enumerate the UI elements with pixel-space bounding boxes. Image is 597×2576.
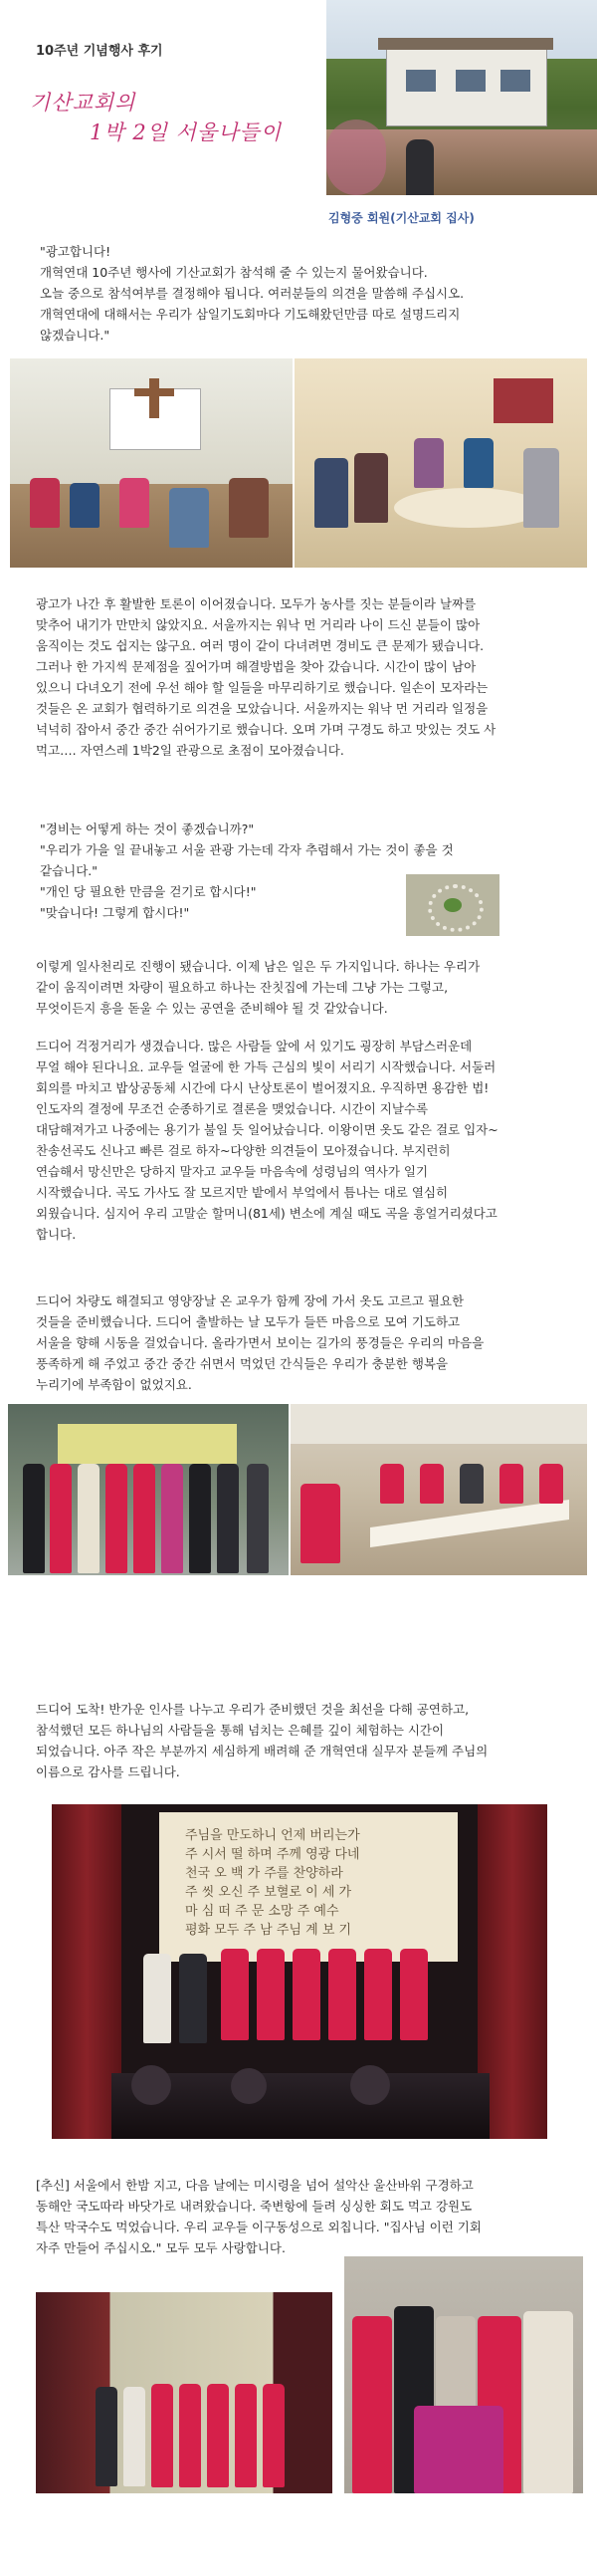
paragraph-discussion: 광고가 나간 후 활발한 토론이 이어졌습니다. 모두가 농사를 짓는 분들이라 날짜를 맞추어 내기가 만만치 않았지요. 서울까지는 워낙 먼 거리라 나이 드신 분들이 많아 움직이는 것도 쉽지는 않구요. 여러 명이 같이 다녀려면 경비도 큰 문제가 됐습니다. 그러나 한 가지씩 문제점을 짚어가며 해결방법을 찾아 갔습니다. 시간이 많이 남아 있으니 다녀오기 전에 우선 해야 할 일들을 마무리하기로 했습니다. 일손이 모자라는 것들은 온 교회가 협력하기로 의견을 모았습니다. 서울까지는 워낙 먼 거리라 일정을 넉넉히 잡아서 중간 중간 쉬어가기로 했습니다. 오며 가며 구경도 하고 맛있는 것도 사 먹고…. 자연스레 1박2일 관광으로 초점이 모아졌습니다. (36, 596, 497, 758)
lyric-line: 주님을 만도하니 언제 버리는가 (185, 1828, 360, 1843)
lyric-line: 평화 모두 주 남 주님 계 보 기 (185, 1923, 352, 1938)
paragraph-postscript: [추신] 서울에서 한밤 지고, 다음 날에는 미시령을 넘어 설악산 울산바위 구경하고 동해안 국도따라 바닷가로 내려왔습니다. 죽변항에 들려 싱싱한 회도 먹고 강원도 특산 막국수도 먹었습니다. 우리 교우들 이구동성으로 외칩니다. "집사님 이런 기회 자주 만들어 주십시오." 모두 모두 사랑합니다. (36, 2178, 482, 2255)
stage-lyrics (185, 1826, 444, 1940)
stage-performance-photo (52, 1804, 547, 2139)
event-tag: 10주년 기념행사 후기 (36, 44, 163, 59)
paragraph-worries: 드디어 걱정거리가 생겼습니다. 많은 사람들 앞에 서 있기도 굉장히 부담스러운데 무얼 해야 된다니요. 교우들 얼굴에 한 가득 근심의 빛이 서리기 시작했습니다. 서둘러 회의를 마치고 밥상공동체 시간에 다시 난상토론이 벌어졌지요. 우직하면 용감한 법! 인도자의 결정에 무조건 순종하기로 결론을 맺었습니다. 시간이 지날수록 대담해져가고 나중에는 용기가 불일 듯 일어났습니다. 이왕이면 옷도 같은 걸로 입자~ 찬송선곡도 신나고 빠른 걸로 하자~다양한 의견들이 모아졌습니다. 부지런히 연습해서 망신만은 당하지 말자고 교우들 마음속에 성령님의 역사가 일기 시작했습니다. 곡도 가사도 잘 모르지만 밭에서 부엌에서 틈나는 대로 열심히 외웠습니다. 심지어 우리 고말순 할머니(81세) 변소에 계실 때도 곡을 흥얼거리셨다고 합니다. (36, 1039, 498, 1242)
headline-line-2: 1박 2일 서울나들이 (90, 120, 283, 144)
stone-circle-photo (406, 874, 499, 936)
headline-line-1: 기산교회의 (30, 91, 136, 115)
lyric-line: 주 시서 떨 하며 주께 영광 다네 (185, 1847, 360, 1862)
paragraph-announcement: "광고합니다! 개혁연대 10주년 행사에 기산교회가 참석해 줄 수 있는지 물어왔습니다. 오늘 중으로 참석여부를 결정해야 됩니다. 여러분들의 의견을 말씀해 주십시오. 개혁연대에 대해서는 우리가 삼일기도회마다 기도해왔던만큼 따로 설명드리지 않겠습니다." (40, 244, 465, 343)
author-byline: 김형중 회원(기산교회 집사) (328, 211, 475, 225)
lyric-line: 천국 오 백 가 주를 찬양하라 (185, 1866, 343, 1881)
group-portrait-photo (344, 2256, 583, 2493)
meeting-photo-left (10, 358, 293, 568)
paragraph-arrival: 드디어 도착! 반가운 인사를 나누고 우리가 준비했던 것을 최선을 다해 공연하고, 참석했던 모든 하나님의 사람들을 통해 넘치는 은혜를 깊이 체험하는 시간이 되었습니다. 아주 작은 부분까지 세심하게 배려해 준 개혁연대 실무자 분들께 주님의 이름으로 감사를 드립니다. (36, 1702, 489, 1779)
paragraph-preparation: 이렇게 일사천리로 진행이 됐습니다. 이제 남은 일은 두 가지입니다. 하나는 우리가 같이 움직이려면 차량이 필요하고 하나는 잔칫집에 가는데 그냥 가는 그렇고, 무엇이든지 흥을 돋울 수 있는 공연을 준비해야 될 것 같았습니다. (36, 959, 481, 1016)
choir-singing-photo (36, 2292, 332, 2493)
lyric-line: 마 심 떠 주 문 소망 주 예수 (185, 1904, 339, 1919)
banquet-photo (291, 1404, 587, 1575)
headline (30, 88, 282, 147)
group-photo-banner (8, 1404, 289, 1575)
paragraph-departure: 드디어 차량도 해결되고 영양장날 온 교우가 함께 장에 가서 옷도 고르고 필요한 것들을 준비했습니다. 드디어 출발하는 날 모두가 들뜬 마음으로 모여 기도하고 서울을 향해 시동을 걸었습니다. 올라가면서 보이는 길가의 풍경들은 우리의 마음을 풍족하게 해 주었고 중간 중간 쉬면서 먹었던 간식들은 우리가 충분한 행복을 누리기에 부족함이 없었지요. (36, 1293, 485, 1392)
meeting-photo-right (295, 358, 587, 568)
lyric-line: 주 씻 오신 주 보혈로 이 세 가 (185, 1885, 352, 1900)
church-house-photo (326, 0, 597, 195)
stage-screen (159, 1812, 458, 1962)
paragraph-quotes: "경비는 어떻게 하는 것이 좋겠습니까?" "우리가 가을 일 끝내놓고 서울 관광 가는데 각자 추렴해서 가는 것이 좋을 것 같습니다." "개인 당 필요한 만큼을 걷기로 합시다!" "맞습니다! 그렇게 합시다!" (40, 821, 454, 920)
